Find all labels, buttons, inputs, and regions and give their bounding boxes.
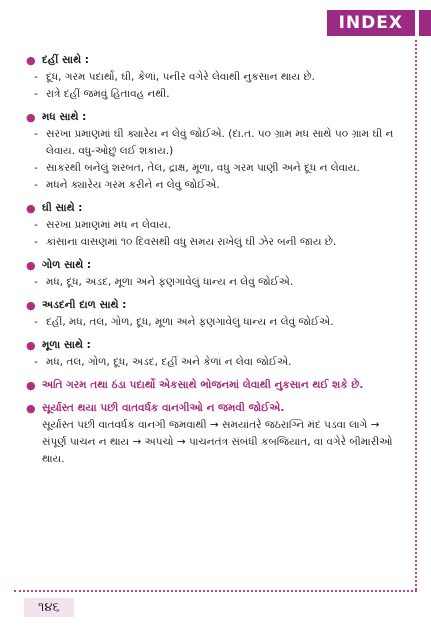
list-item: સરખા પ્રમાણમાં મધ ન લેવાય. — [46, 219, 171, 231]
section-honey: ● મધ સાથે : - સરખા પ્રમાણમાં ઘી ક્યારેય ન લેવું જોઈએ. (દા.ત. ૫૦ ગ્રામ મધ સાથે ૫૦ ગ્રામ ઘી ન લેવાય. વધુ-ઓછું લઈ શકાય.) - સાકરથી બનેલું શરબત, તેલ, દ્રાક્ષ, મૂળા, વધુ ગરમ પાણી અને દૂધ ન લેવાય. - મધને ક્યારેય ગરમ કરીને ન લેવું જોઈએ. — [26, 109, 406, 194]
sunset-paragraph: સૂર્યાસ્ત પછી વાતવર્ધક વાનગી જમવાથી → સમયાંતરે જઠરાગ્નિ મંદ પડવા લાગે → સંપૂર્ણ પાચન ન થાય → અપચો → પાચનતંત્ર સંબંધી કબજિયાત, વા વગેરે બીમારીઓ થાય. — [42, 419, 393, 465]
list-item: મધને ક્યારેય ગરમ કરીને ન લેવું જોઈએ. — [46, 179, 220, 191]
list-item: સરખા પ્રમાણમાં ઘી ક્યારેય ન લેવું જોઈએ. (દા.ત. ૫૦ ગ્રામ મધ સાથે ૫૦ ગ્રામ ઘી ન લેવાય. વધુ-ઓછું લઈ શકાય.) — [46, 128, 394, 157]
list-item: મધ, દૂધ, અડદ, મૂળા અને ફણગાવેલું ધાન્ય ન લેવું જોઈએ. — [46, 276, 294, 288]
section-title: ઘી સાથે : — [42, 202, 83, 214]
bullet-icon: ● — [26, 259, 36, 272]
page-content — [26, 52, 406, 474]
bullet-icon: ● — [26, 402, 36, 415]
section-title: મૂળા સાથે : — [42, 339, 91, 351]
note-text: અતિ ગરમ તથા ઠંડા પદાર્થો એકસાથે ભોજનમાં લેવાથી નુકસાન થઈ શકે છે. — [42, 379, 364, 391]
list-item: કાંસાના વાસણમાં ૧૦ દિવસથી વધુ સમય રાખેલું ઘી ઝેર બની જાય છે. — [46, 236, 337, 248]
index-tab-tail — [419, 10, 431, 36]
section-urad-dal: ● અડદની દાળ સાથે : - દહીં, મધ, તલ, ગોળ, દૂધ, મૂળા અને ફણગાવેલું ધાન્ય ન લેવું જોઈએ. — [26, 297, 406, 331]
list-item: દૂધ, ગરમ પદાર્થો, ઘી, કેળાં, પનીર વગેરે લેવાથી નુકસાન થાય છે. — [46, 71, 315, 83]
bullet-icon: ● — [26, 299, 36, 312]
section-title: ગોળ સાથે : — [42, 259, 92, 271]
section-radish: ● મૂળા સાથે : - મધ, તલ, ગોળ, દૂધ, અડદ, દહીં અને કેળાં ન લેવા જોઈએ. — [26, 337, 406, 371]
section-curd: ● દહીં સાથે : - દૂધ, ગરમ પદાર્થો, ઘી, કેળાં, પનીર વગેરે લેવાથી નુકસાન થાય છે. - રાત્રે દહીં જમવું હિતાવહ નથી. — [26, 52, 406, 103]
section-title: અડદની દાળ સાથે : — [42, 299, 127, 311]
index-tab-bar[interactable] — [327, 10, 431, 36]
list-item: સાકરથી બનેલું શરબત, તેલ, દ્રાક્ષ, મૂળા, વધુ ગરમ પાણી અને દૂધ ન લેવાય. — [46, 162, 360, 174]
section-sunset — [26, 400, 406, 468]
list-item: દહીં, મધ, તલ, ગોળ, દૂધ, મૂળા અને ફણગાવેલું ધાન્ય ન લેવું જોઈએ. — [46, 316, 334, 328]
bullet-icon: ● — [26, 339, 36, 352]
page-number: ૧૪૬ — [24, 598, 74, 617]
section-title: દહીં સાથે : — [42, 54, 89, 66]
section-title: સૂર્યાસ્ત થયા પછી વાતવર્ધક વાનગીઓ ન જમવી જોઈએ. — [42, 402, 285, 414]
page-frame-bottom — [14, 590, 417, 592]
bullet-icon: ● — [26, 54, 36, 67]
index-button[interactable]: INDEX — [327, 10, 415, 36]
list-item: રાત્રે દહીં જમવું હિતાવહ નથી. — [46, 88, 170, 100]
bullet-icon: ● — [26, 202, 36, 215]
section-ghee: ● ઘી સાથે : - સરખા પ્રમાણમાં મધ ન લેવાય. - કાંસાના વાસણમાં ૧૦ દિવસથી વધુ સમય રાખેલું ઘી ઝેર બની જાય છે. — [26, 200, 406, 251]
list-item: મધ, તલ, ગોળ, દૂધ, અડદ, દહીં અને કેળાં ન લેવા જોઈએ. — [46, 356, 292, 368]
page-frame-right — [415, 40, 417, 590]
section-title: મધ સાથે : — [42, 111, 87, 123]
section-jaggery: ● ગોળ સાથે : - મધ, દૂધ, અડદ, મૂળા અને ફણગાવેલું ધાન્ય ન લેવું જોઈએ. — [26, 257, 406, 291]
section-hot-cold-note — [26, 377, 406, 394]
bullet-icon: ● — [26, 379, 36, 392]
bullet-icon: ● — [26, 111, 36, 124]
